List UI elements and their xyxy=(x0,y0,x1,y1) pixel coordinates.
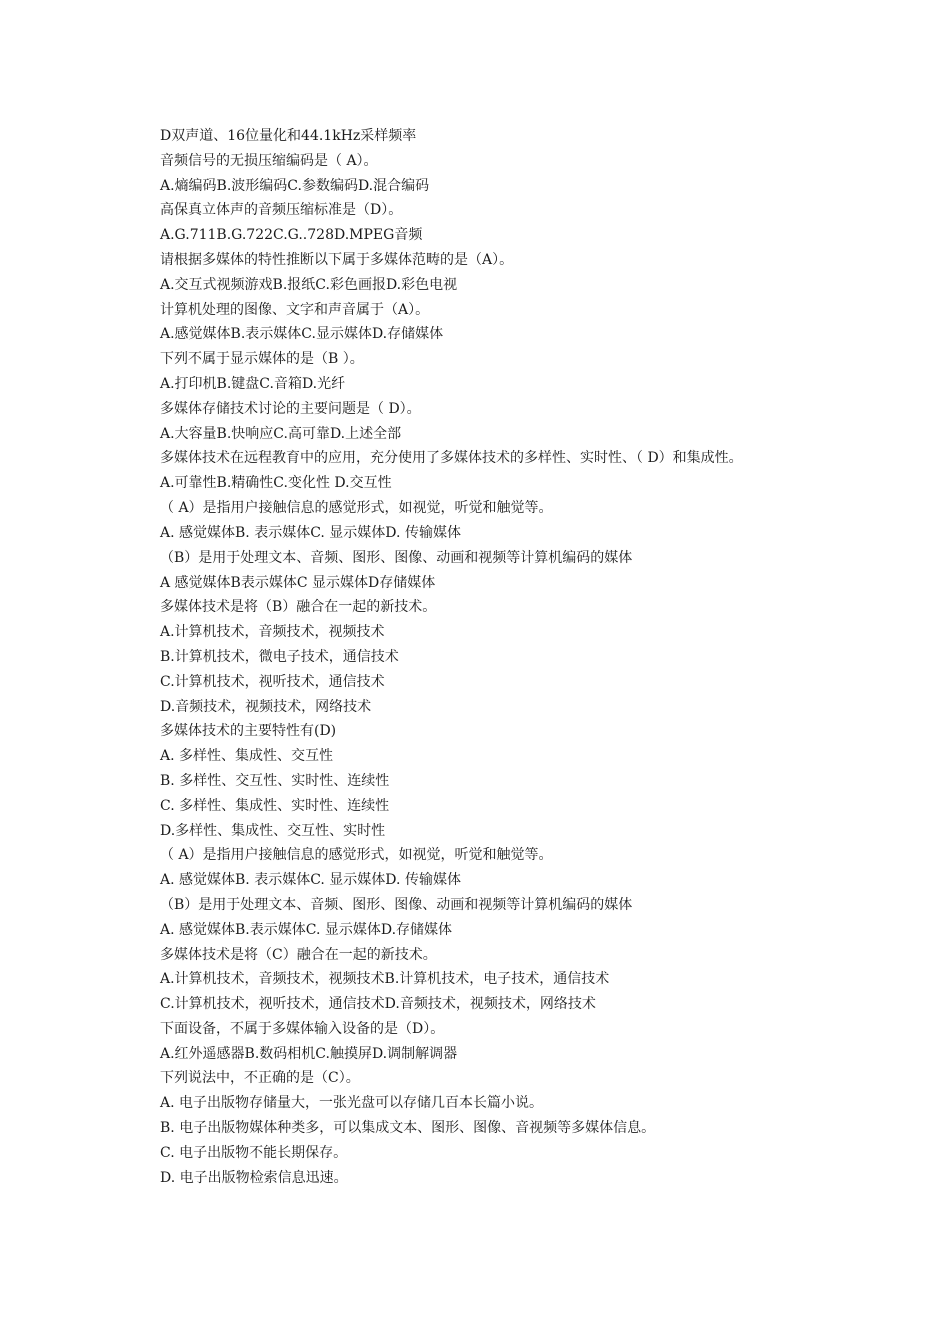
options-line: A. 感觉媒体B. 表示媒体C. 显示媒体D. 传输媒体 xyxy=(160,872,461,889)
question-line: 高保真立体声的音频压缩标准是（D）。 xyxy=(160,202,403,219)
options-line: A.G.711B.G.722C.G..728D.MPEG音频 xyxy=(160,227,423,244)
options-line: A 感觉媒体B表示媒体C 显示媒体D存储媒体 xyxy=(160,574,436,591)
question-line: （B）是用于处理文本、音频、图形、图像、动画和视频等计算机编码的媒体 xyxy=(160,549,633,566)
options-line: A.交互式视频游戏B.报纸C.彩色画报D.彩色电视 xyxy=(160,276,458,293)
question-line: 下列说法中，不正确的是（C）。 xyxy=(160,1070,360,1087)
options-line: A.大容量B.快响应C.高可靠D.上述全部 xyxy=(160,425,402,442)
option-line: B.计算机技术，微电子技术，通信技术 xyxy=(160,648,399,665)
option-line: B. 多样性、交互性、实时性、连续性 xyxy=(160,772,390,789)
question-line: 多媒体技术是将（B）融合在一起的新技术。 xyxy=(160,599,437,616)
question-line: 请根据多媒体的特性推断以下属于多媒体范畴的是（A）。 xyxy=(160,251,514,268)
option-line: B. 电子出版物媒体种类多，可以集成文本、图形、图像、音视频等多媒体信息。 xyxy=(160,1120,656,1137)
options-line: A.红外遥感器B.数码相机C.触摸屏D.调制解调器 xyxy=(160,1045,458,1062)
question-line: 计算机处理的图像、文字和声音属于（A）。 xyxy=(160,301,430,318)
question-line: 多媒体技术的主要特性有(D) xyxy=(160,723,337,740)
question-line: 音频信号的无损压缩编码是（ A）。 xyxy=(160,152,378,169)
question-line: 多媒体技术是将（C）融合在一起的新技术。 xyxy=(160,946,437,963)
options-line: A.打印机B.键盘C.音箱D.光纤 xyxy=(160,375,346,392)
question-line: 下面设备，不属于多媒体输入设备的是（D）。 xyxy=(160,1020,445,1037)
question-line: 下列不属于显示媒体的是（B ）。 xyxy=(160,351,364,368)
options-line: A. 感觉媒体B. 表示媒体C. 显示媒体D. 传输媒体 xyxy=(160,524,461,541)
question-list xyxy=(145,124,805,1190)
options-line: A. 感觉媒体B.表示媒体C. 显示媒体D.存储媒体 xyxy=(160,921,453,938)
option-line: C. 电子出版物不能长期保存。 xyxy=(160,1144,348,1161)
option-line: A. 多样性、集成性、交互性 xyxy=(160,748,334,765)
option-line: D. 电子出版物检索信息迅速。 xyxy=(160,1169,348,1186)
option-line: C. 多样性、集成性、实时性、连续性 xyxy=(160,797,390,814)
option-line: D.音频技术，视频技术，网络技术 xyxy=(160,698,372,715)
question-line: （ A）是指用户接触信息的感觉形式，如视觉，听觉和触觉等。 xyxy=(160,500,553,517)
options-line: A.可靠性B.精确性C.变化性 D.交互性 xyxy=(160,475,392,492)
question-line: （B）是用于处理文本、音频、图形、图像、动画和视频等计算机编码的媒体 xyxy=(160,896,633,913)
options-line: C.计算机技术，视听技术，通信技术D.音频技术，视频技术，网络技术 xyxy=(160,996,596,1013)
question-line: （ A）是指用户接触信息的感觉形式，如视觉，听觉和触觉等。 xyxy=(160,847,553,864)
options-line: A.计算机技术，音频技术，视频技术B.计算机技术，电子技术，通信技术 xyxy=(160,971,610,988)
question-line: 多媒体存储技术讨论的主要问题是（ D）。 xyxy=(160,400,421,417)
option-line: A.计算机技术，音频技术，视频技术 xyxy=(160,624,385,641)
options-line: A.熵编码B.波形编码C.参数编码D.混合编码 xyxy=(160,177,430,194)
option-line: C.计算机技术，视听技术，通信技术 xyxy=(160,673,385,690)
option-line: A. 电子出版物存储量大，一张光盘可以存储几百本长篇小说。 xyxy=(160,1095,544,1112)
question-line: 多媒体技术在远程教育中的应用，充分使用了多媒体技术的多样性、实时性、（ D）和集成性。 xyxy=(160,450,743,467)
options-line: A.感觉媒体B.表示媒体C.显示媒体D.存储媒体 xyxy=(160,326,444,343)
option-line: D.多样性、集成性、交互性、实时性 xyxy=(160,822,386,839)
text-line: D双声道、16位量化和44.1kHz采样频率 xyxy=(160,128,417,144)
